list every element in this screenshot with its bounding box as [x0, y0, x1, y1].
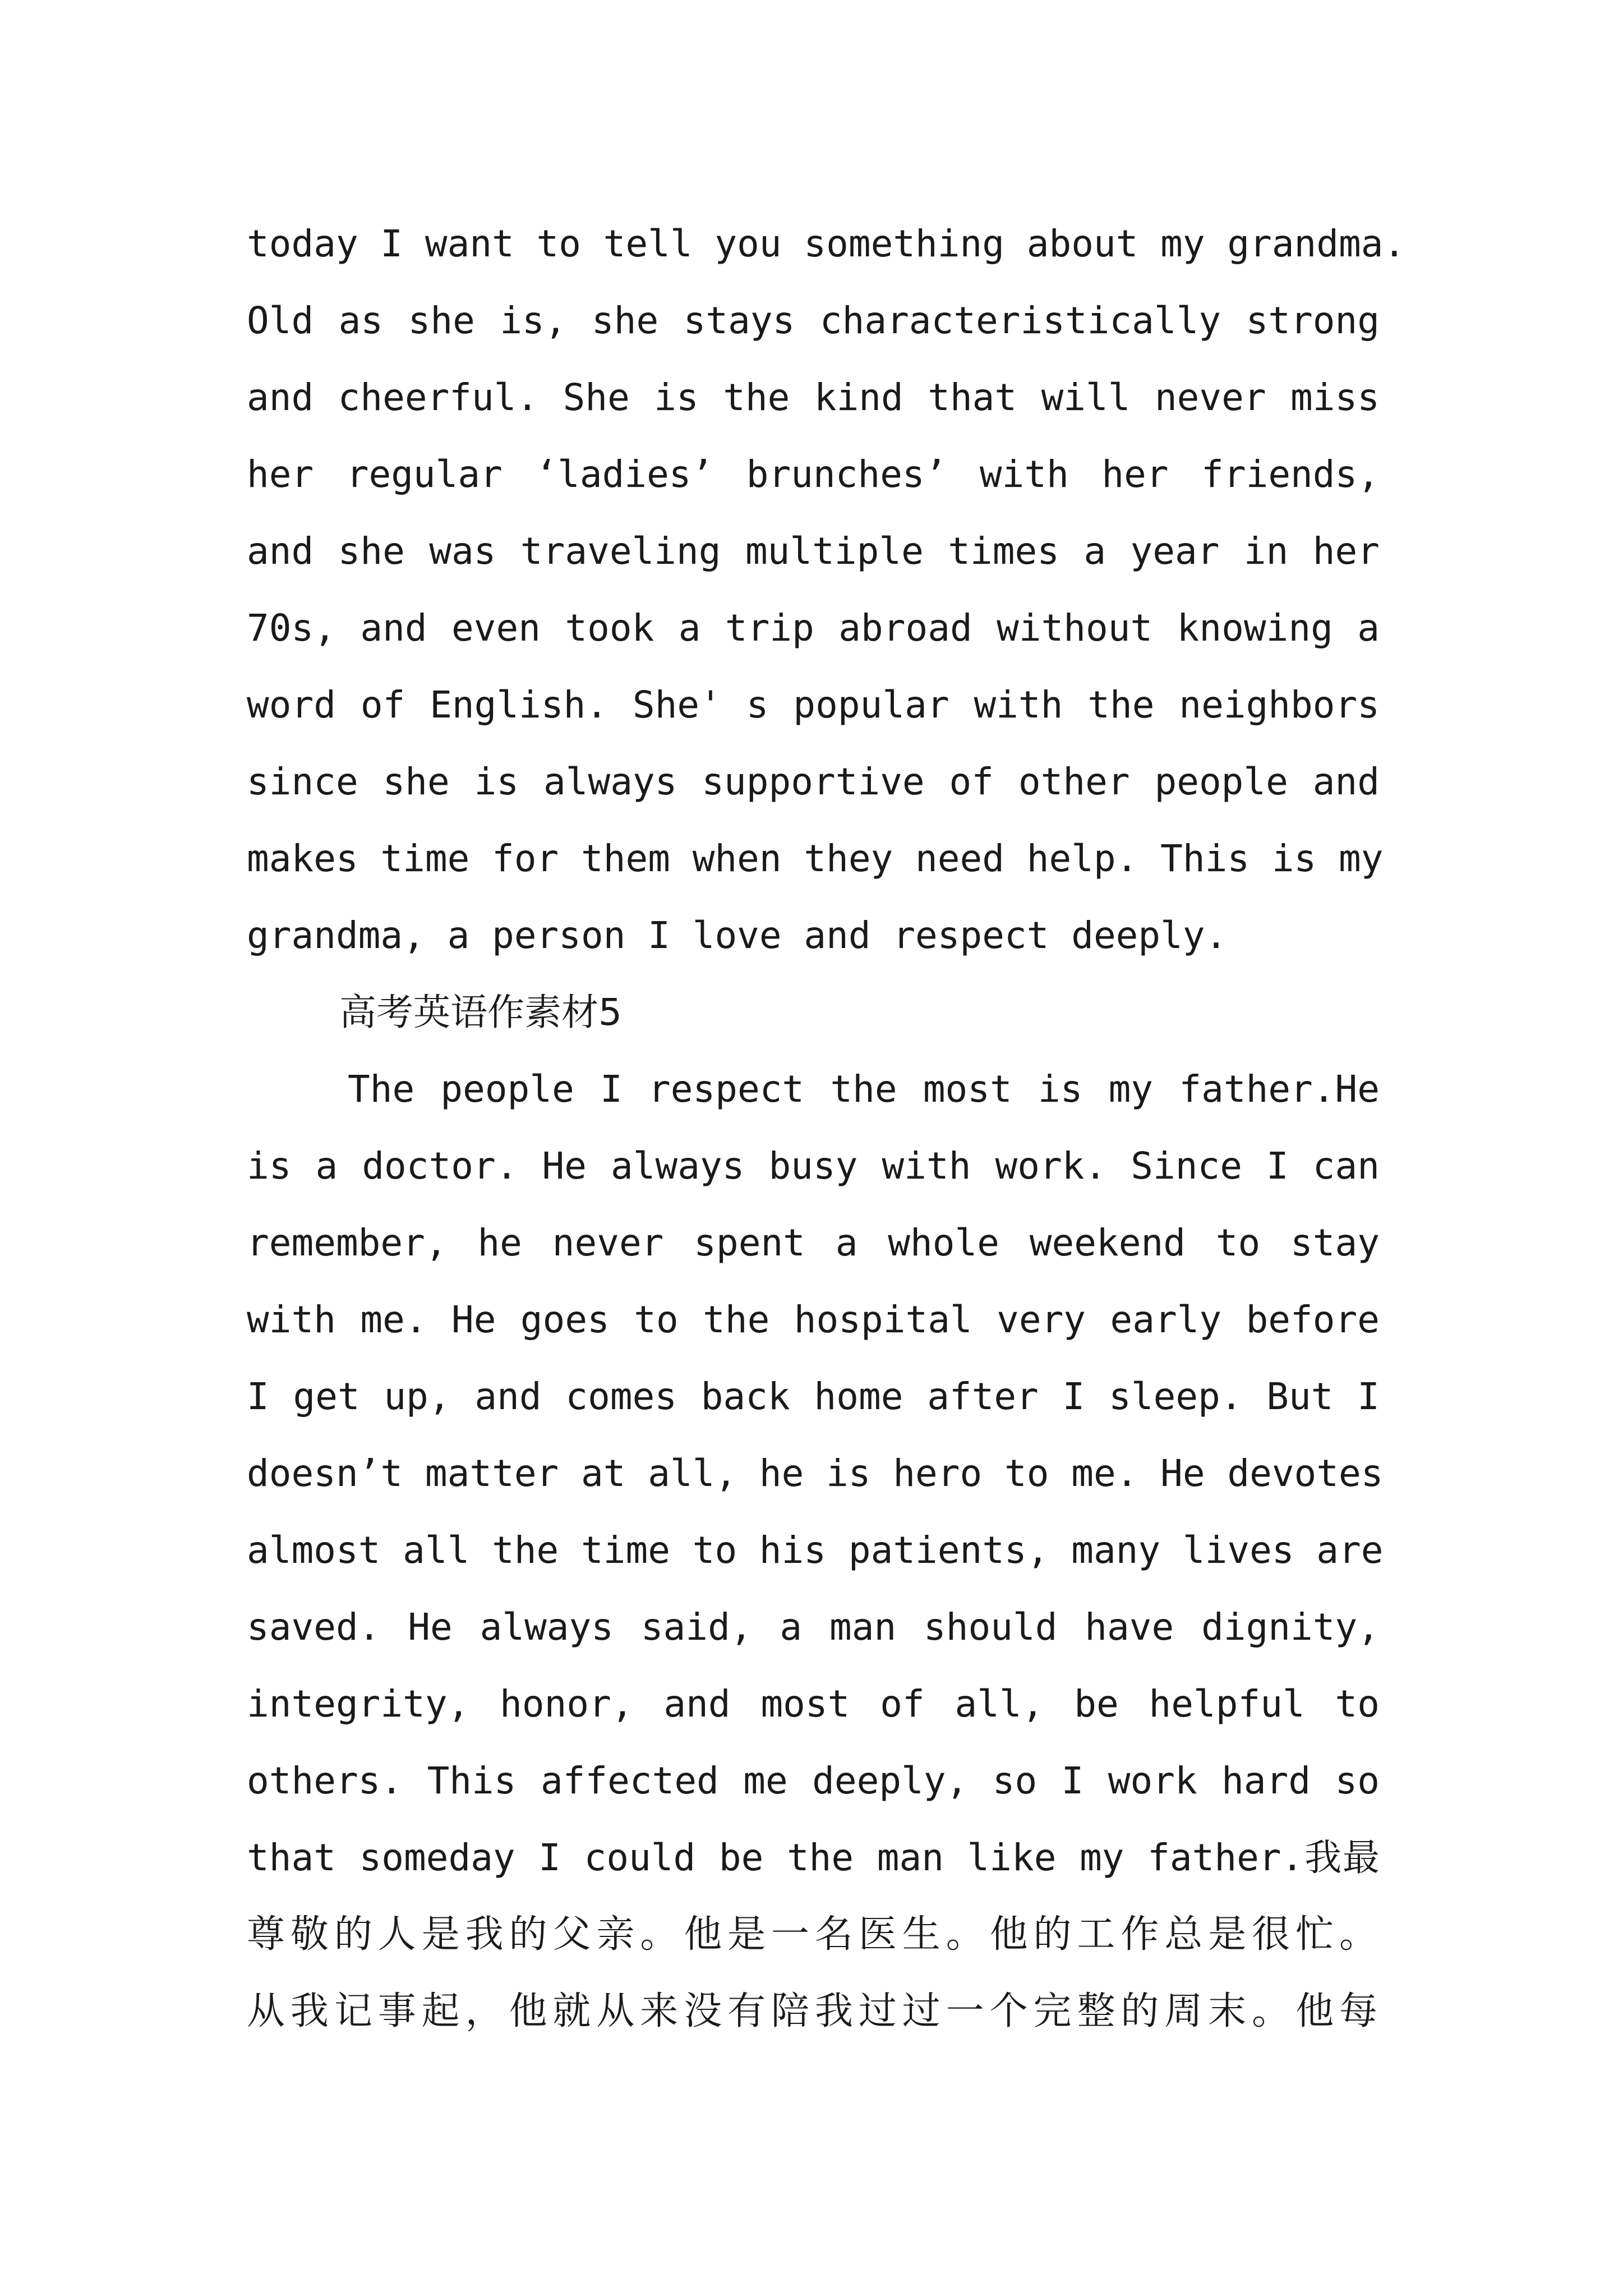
paragraph-2-line-9: integrity, honor, and most of all, be helpful to — [247, 1682, 1380, 1726]
paragraph-1-line-7: word of English. She' s popular with the neighbors — [247, 683, 1380, 726]
paragraph-2-line-8: saved. He always said, a man should have dignity, — [247, 1605, 1380, 1649]
paragraph-1-line-1: today I want to tell you something about my grandma. — [247, 222, 1406, 265]
paragraph-2-line-3: remember, he never spent a whole weekend to stay — [247, 1221, 1380, 1264]
paragraph-2-line-4: with me. He goes to the hospital very early before — [247, 1298, 1380, 1341]
paragraph-1-line-2: Old as she is, she stays characteristically strong — [247, 299, 1380, 342]
paragraph-2-line-11: that someday I could be the man like my father.我最 — [247, 1836, 1380, 1879]
section-heading: 高考英语作素材5 — [339, 991, 622, 1034]
paragraph-2-line-1: The people I respect the most is my father.He — [348, 1068, 1380, 1111]
paragraph-1-line-8: since she is always supportive of other people and — [247, 760, 1380, 803]
paragraph-1-line-6: 70s, and even took a trip abroad without knowing a — [247, 606, 1380, 650]
paragraph-2-line-5: I get up, and comes back home after I sleep. But I — [247, 1375, 1380, 1418]
paragraph-2-line-2: is a doctor. He always busy with work. Since I can — [247, 1144, 1380, 1188]
paragraph-1-line-3: and cheerful. She is the kind that will never miss — [247, 376, 1380, 419]
paragraph-2-line-6: doesn’t matter at all, he is hero to me. He devotes — [247, 1452, 1384, 1495]
paragraph-2-line-7: almost all the time to his patients, many lives are — [247, 1529, 1384, 1572]
paragraph-1-line-5: and she was traveling multiple times a year in her — [247, 530, 1380, 573]
paragraph-2-line-10: others. This affected me deeply, so I work hard so — [247, 1759, 1380, 1802]
paragraph-1-line-10: grandma, a person I love and respect deeply. — [247, 914, 1228, 957]
paragraph-1-line-4: her regular ‘ladies’ brunches’ with her friends, — [247, 453, 1380, 496]
paragraph-1-line-9: makes time for them when they need help. This is my — [247, 837, 1384, 880]
paragraph-2-line-13: 从我记事起，他就从来没有陪我过过一个完整的周末。他每 — [247, 1989, 1380, 2033]
paragraph-2-line-12: 尊敬的人是我的父亲。他是一名医生。他的工作总是很忙。 — [247, 1912, 1380, 1957]
